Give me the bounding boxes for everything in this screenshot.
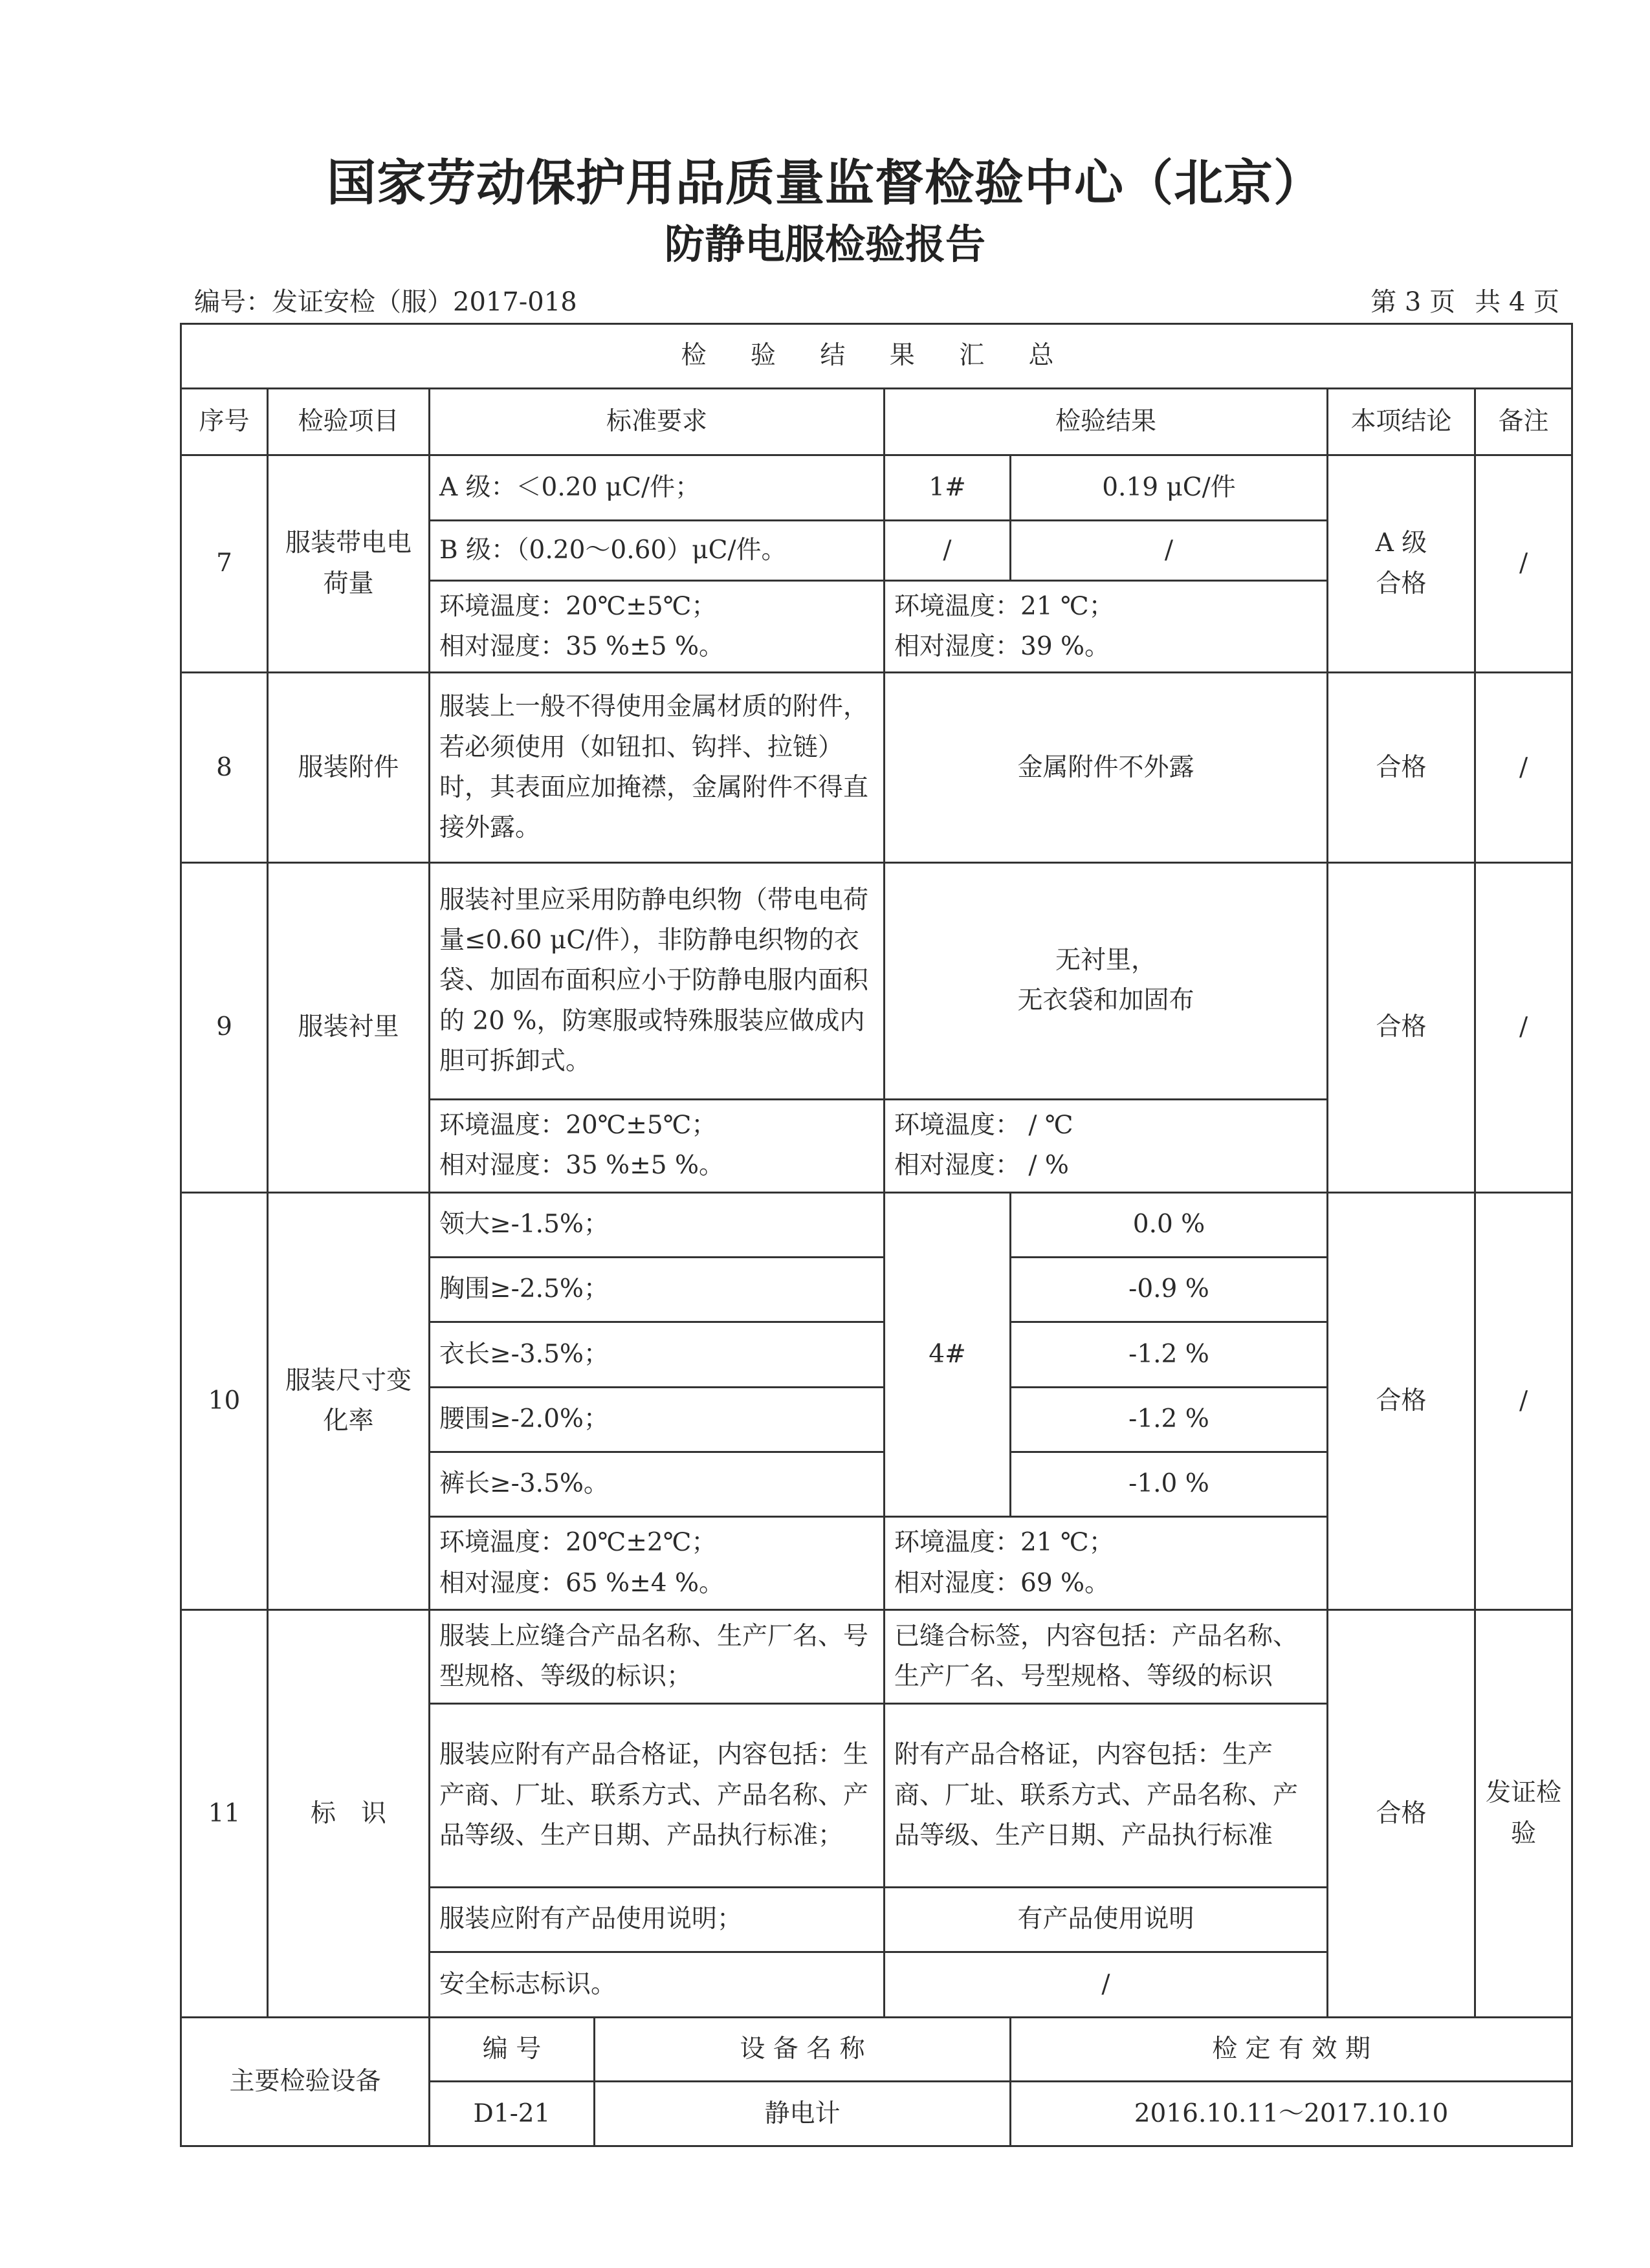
environment-result — [885, 1517, 1328, 1610]
item-name: 标 识 — [268, 1610, 430, 2018]
result-value: 0.19 μC/件 — [1011, 455, 1328, 520]
equipment-col-number: 编 号 — [430, 2018, 595, 2082]
conclusion-text: 合格 — [1328, 1610, 1475, 2018]
environment-requirement — [430, 581, 885, 673]
result-value: 有产品使用说明 — [885, 1888, 1328, 1952]
item-number: 11 — [181, 1610, 268, 2018]
requirement-text: 安全标志标识。 — [430, 1952, 885, 2017]
env-humidity: 相对湿度：39 %。 — [894, 631, 1110, 661]
conclusion-cell — [1328, 455, 1475, 673]
env-humidity: 相对湿度：69 %。 — [894, 1568, 1110, 1598]
item-name: 服装衬里 — [268, 863, 430, 1192]
sample-id: 4# — [885, 1192, 1011, 1517]
equipment-number: D1-21 — [430, 2082, 595, 2146]
conclusion-grade: A 级 — [1375, 529, 1427, 558]
page-indicator — [1351, 281, 1559, 318]
requirement-text: B 级：（0.20～0.60）μC/件。 — [430, 521, 885, 581]
table-row — [181, 673, 1572, 863]
item-name: 服装带电电荷量 — [268, 455, 430, 673]
item-name: 服装附件 — [268, 673, 430, 863]
env-temp: 环境温度：21 ℃； — [894, 1528, 1114, 1558]
result-value: -1.2 % — [1011, 1322, 1328, 1387]
col-header-item: 检验项目 — [268, 389, 430, 455]
result-value: -1.0 % — [1011, 1452, 1328, 1517]
equipment-col-name: 设 备 名 称 — [595, 2018, 1011, 2082]
requirement-text: 服装应附有产品使用说明； — [430, 1888, 885, 1952]
result-line-1: 无衬里， — [1055, 946, 1156, 976]
result-line-2: 无衣袋和加固布 — [1017, 986, 1194, 1016]
result-value: 金属附件不外露 — [885, 673, 1328, 863]
remark: 发证检验 — [1475, 1610, 1572, 2018]
conclusion-text: 合格 — [1328, 1192, 1475, 1610]
requirement-text: A 级：＜0.20 μC/件； — [430, 455, 885, 520]
page-total: 共 4 页 — [1475, 287, 1559, 317]
col-header-requirement: 标准要求 — [430, 389, 885, 455]
result-value: 已缝合标签，内容包括：产品名称、生产厂名、号型规格、等级的标识 — [885, 1610, 1328, 1704]
result-value: -0.9 % — [1011, 1257, 1328, 1322]
result-value: 0.0 % — [1011, 1192, 1328, 1257]
env-temp-requirement: 环境温度：20℃±2℃； — [439, 1528, 717, 1558]
remark: / — [1475, 1192, 1572, 1610]
env-humidity-requirement: 相对湿度：35 %±5 %。 — [439, 1151, 725, 1180]
requirement-text: 服装衬里应采用防静电织物（带电电荷量≤0.60 μC/件），非防静电织物的衣袋、加固布面积应小于防静电服内面积的 20 %，防寒服或特殊服装应做成内胆可拆卸式。 — [430, 863, 885, 1099]
requirement-text: 领大≥-1.5%； — [430, 1192, 885, 1257]
env-temp: 环境温度：21 ℃； — [894, 591, 1114, 621]
equipment-col-validity: 检 定 有 效 期 — [1011, 2018, 1572, 2082]
equipment-validity: 2016.10.11～2017.10.10 — [1011, 2082, 1572, 2146]
sample-id: / — [885, 521, 1011, 581]
conclusion-text: 合格 — [1328, 863, 1475, 1192]
col-header-result: 检验结果 — [885, 389, 1328, 455]
results-summary-table — [180, 323, 1573, 2147]
env-temp: 环境温度： / ℃ — [894, 1110, 1073, 1140]
organization-title: 国家劳动保护用品质量监督检验中心（北京） — [327, 154, 1323, 212]
env-humidity-requirement: 相对湿度：65 %±4 %。 — [439, 1568, 725, 1598]
requirement-text: 服装上一般不得使用金属材质的附件，若必须使用（如钮扣、钩拌、拉链）时，其表面应加掩襟，金属附件不得直接外露。 — [430, 673, 885, 863]
env-temp-requirement: 环境温度：20℃±5℃； — [439, 591, 717, 621]
item-number: 8 — [181, 673, 268, 863]
result-cell — [885, 863, 1328, 1099]
remark: / — [1475, 863, 1572, 1192]
report-number: 编号：发证安检（服）2017-018 — [194, 287, 577, 317]
table-row — [181, 1610, 1572, 1704]
item-number: 9 — [181, 863, 268, 1192]
equipment-header-row — [181, 2018, 1572, 2082]
page-number: 第 3 页 — [1370, 287, 1456, 317]
requirement-text: 裤长≥-3.5%。 — [430, 1452, 885, 1517]
table-banner: 检 验 结 果 汇 总 — [181, 324, 1572, 389]
env-humidity: 相对湿度： / % — [894, 1151, 1069, 1180]
environment-result — [885, 581, 1328, 673]
requirement-text: 胸围≥-2.5%； — [430, 1257, 885, 1322]
env-temp-requirement: 环境温度：20℃±5℃； — [439, 1110, 717, 1140]
remark: / — [1475, 673, 1572, 863]
requirement-text: 腰围≥-2.0%； — [430, 1387, 885, 1452]
requirement-text: 服装上应缝合产品名称、生产厂名、号型规格、等级的标识； — [430, 1610, 885, 1704]
col-header-remark: 备注 — [1475, 389, 1572, 455]
requirement-text: 衣长≥-3.5%； — [430, 1322, 885, 1387]
col-header-no: 序号 — [181, 389, 268, 455]
environment-requirement — [430, 1099, 885, 1192]
result-value: / — [885, 1952, 1328, 2017]
table-row — [181, 863, 1572, 1099]
environment-result — [885, 1099, 1328, 1192]
conclusion-text: 合格 — [1376, 569, 1427, 598]
report-title: 防静电服检验报告 — [664, 221, 985, 268]
equipment-label: 主要检验设备 — [181, 2018, 430, 2146]
table-row — [181, 455, 1572, 520]
env-humidity-requirement: 相对湿度：35 %±5 %。 — [439, 631, 725, 661]
item-number: 7 — [181, 455, 268, 673]
conclusion-text: 合格 — [1328, 673, 1475, 863]
remark: / — [1475, 455, 1572, 673]
item-number: 10 — [181, 1192, 268, 1610]
requirement-text: 服装应附有产品合格证，内容包括：生产商、厂址、联系方式、产品名称、产品等级、生产日期、产品执行标准； — [430, 1704, 885, 1888]
item-name: 服装尺寸变化率 — [268, 1192, 430, 1610]
result-value: / — [1011, 521, 1328, 581]
result-value: 附有产品合格证，内容包括：生产商、厂址、联系方式、产品名称、产品等级、生产日期、产品执行标准 — [885, 1704, 1328, 1888]
sample-id: 1# — [885, 455, 1011, 520]
equipment-name: 静电计 — [595, 2082, 1011, 2146]
col-header-conclusion: 本项结论 — [1328, 389, 1475, 455]
table-row — [181, 1192, 1572, 1257]
environment-requirement — [430, 1517, 885, 1610]
table-header-row — [181, 389, 1572, 455]
result-value: -1.2 % — [1011, 1387, 1328, 1452]
